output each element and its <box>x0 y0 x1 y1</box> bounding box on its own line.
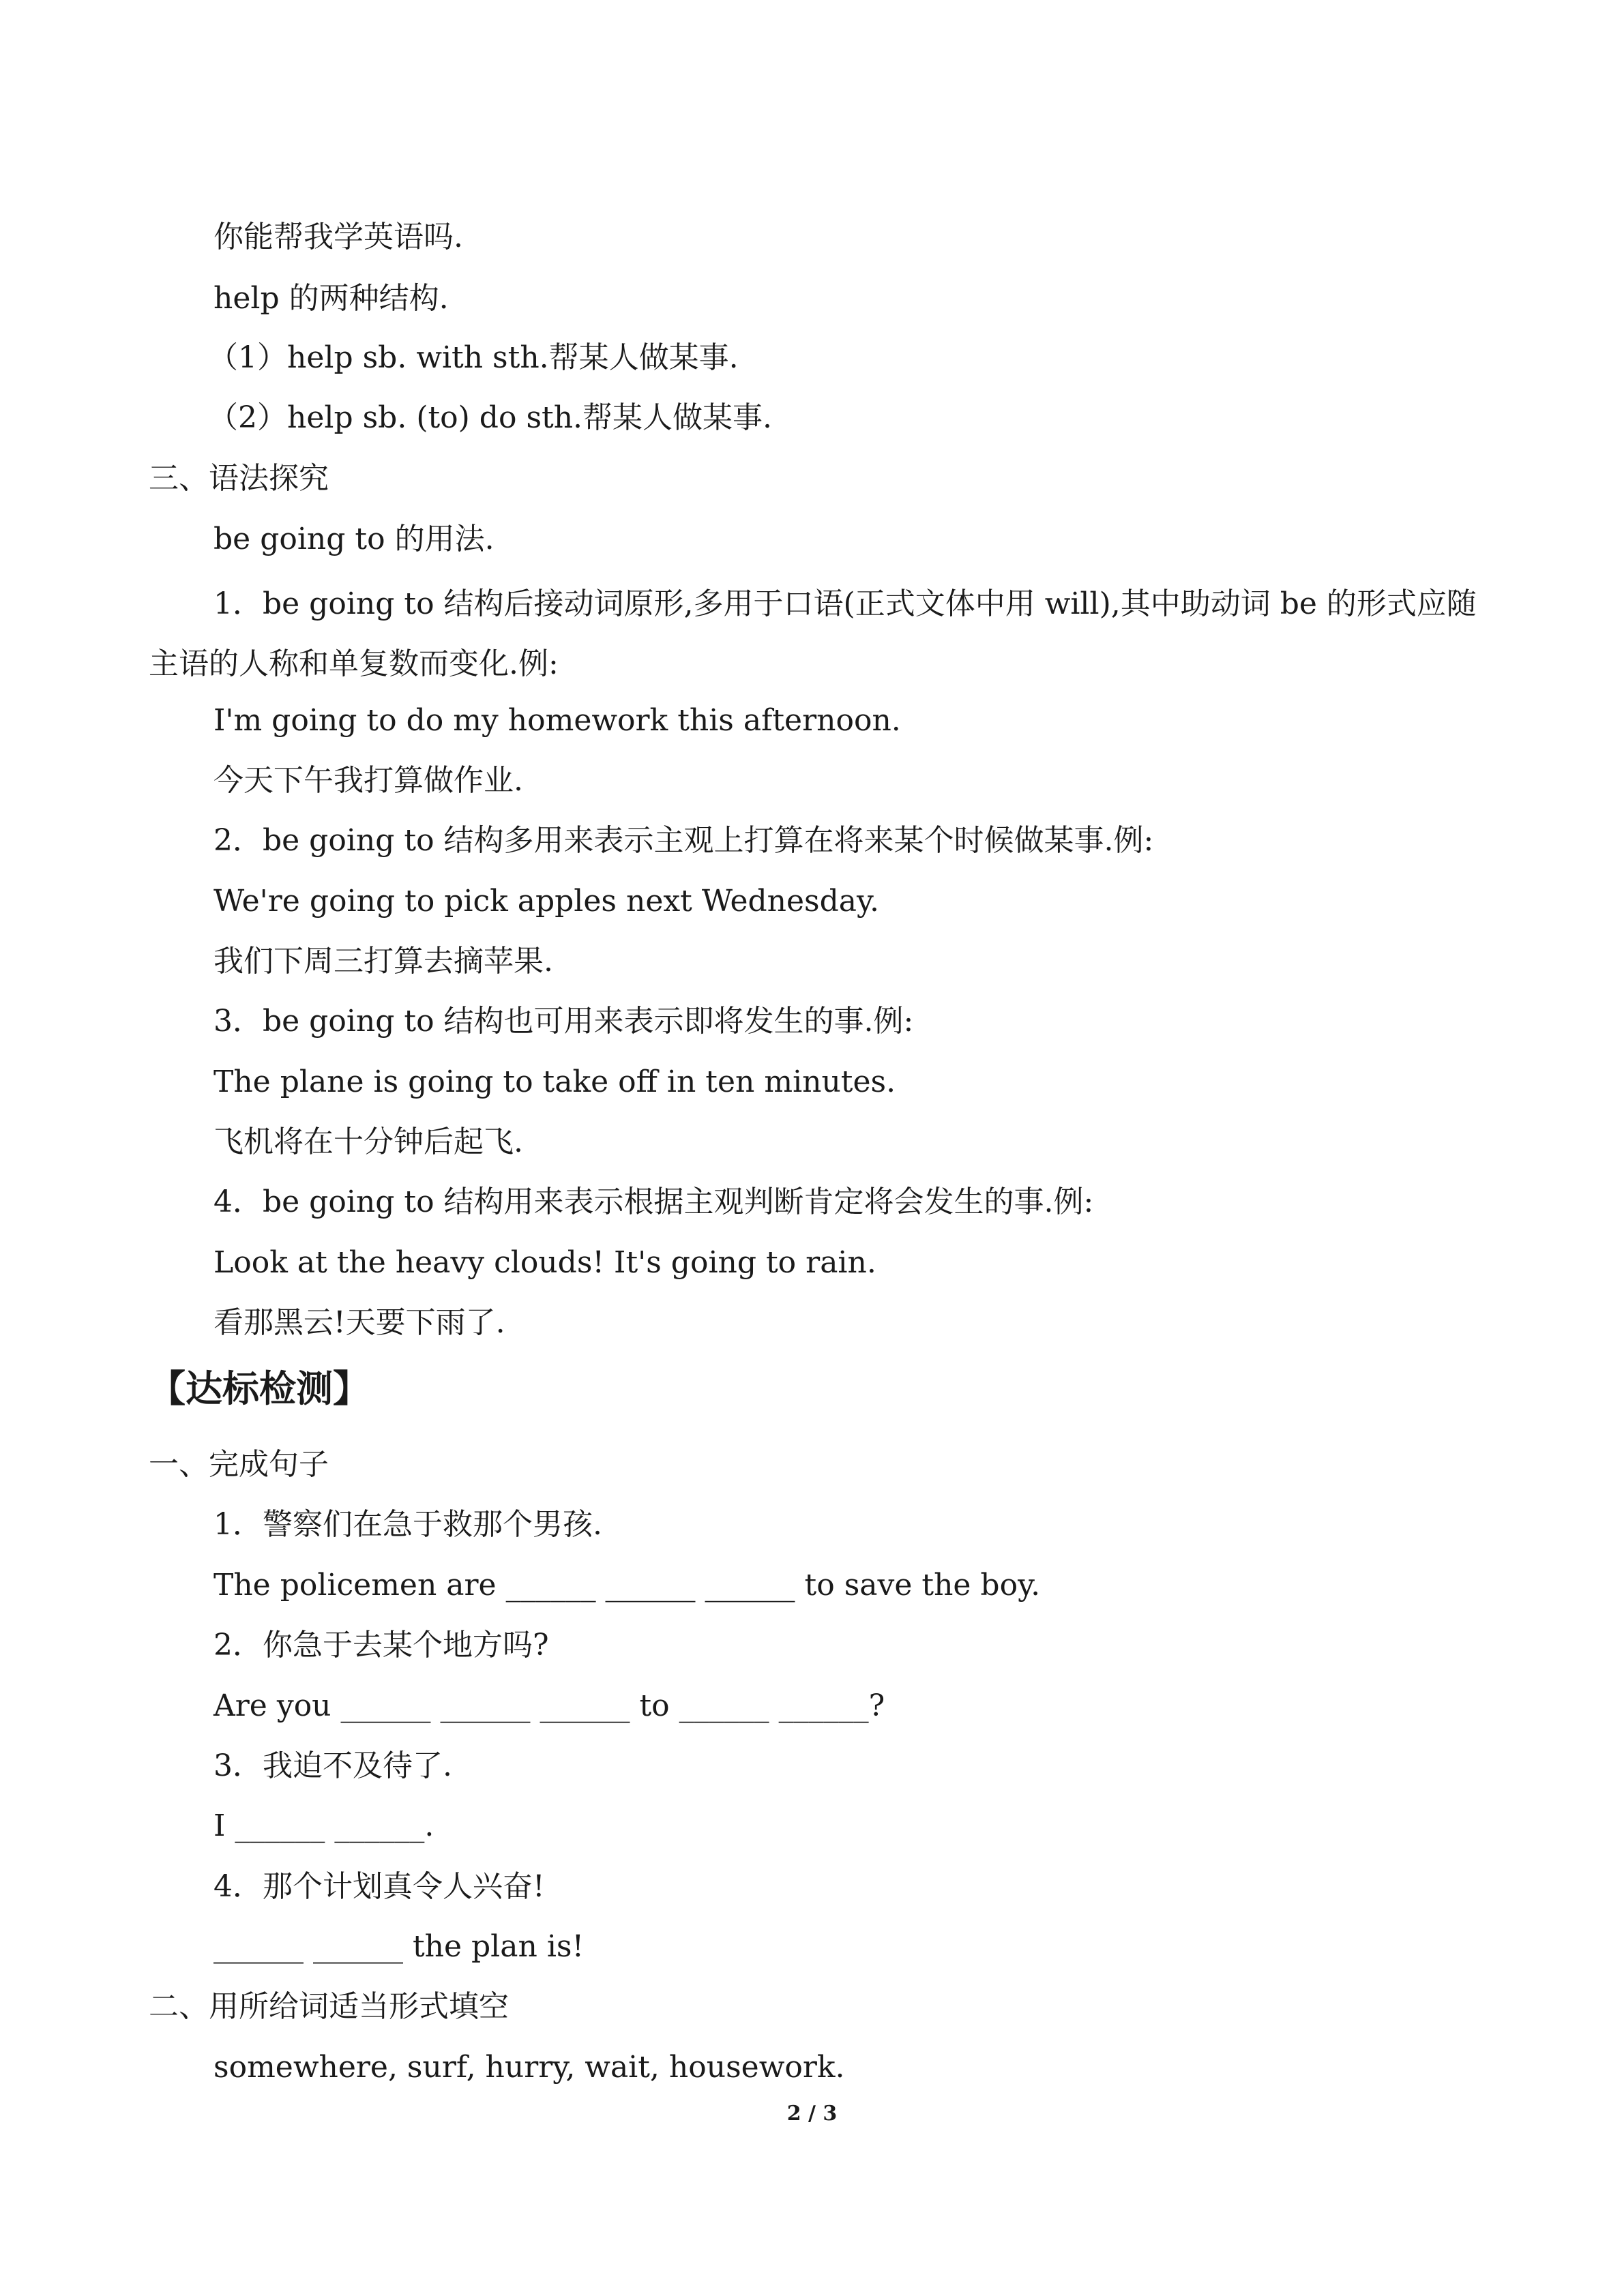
text-line: be going to 的用法. <box>213 522 494 556</box>
example-sentence: Look at the heavy clouds! It's going to rain. <box>213 1245 876 1280</box>
example-sentence: We're going to pick apples next Wednesday. <box>213 884 880 919</box>
section-title: 【达标检测】 <box>149 1367 370 1410</box>
exercise-item: 3．我迫不及待了. <box>213 1748 452 1783</box>
word-bank: somewhere, surf, hurry, wait, housework. <box>213 2050 845 2085</box>
translation: 飞机将在十分钟后起飞. <box>213 1124 523 1159</box>
example-sentence: I'm going to do my homework this afternoon. <box>213 703 901 738</box>
translation: 看那黑云!天要下雨了. <box>213 1305 505 1340</box>
text-line: 你能帮我学英语吗. <box>213 220 463 254</box>
paragraph: 1．be going to 结构后接动词原形,多用于口语(正式文体中用 will),其中助动词 be 的形式应随主语的人称和单复数而变化.例: <box>149 586 1477 681</box>
exercise-item: 2．你急于去某个地方吗? <box>213 1628 549 1663</box>
exercise-blank-line: The policemen are ______ ______ ______ to save the boy. <box>213 1568 1041 1602</box>
exercise-heading: 一、完成句子 <box>149 1447 329 1482</box>
text-line: 3．be going to 结构也可用来表示即将发生的事.例: <box>213 1004 914 1039</box>
example-sentence: The plane is going to take off in ten minutes. <box>213 1064 896 1099</box>
page-number: 2 / 3 <box>786 2102 838 2126</box>
text-line: 4．be going to 结构用来表示根据主观判断肯定将会发生的事.例: <box>213 1184 1094 1219</box>
exercise-heading: 二、用所给词适当形式填空 <box>149 1989 509 2024</box>
text-line: （2）help sb. (to) do sth.帮某人做某事. <box>208 400 773 435</box>
exercise-item: 1．警察们在急于救那个男孩. <box>213 1507 602 1542</box>
exercise-blank-line: Are you ______ ______ ______ to ______ ______? <box>213 1688 885 1723</box>
text-line: （1）help sb. with sth.帮某人做某事. <box>208 340 739 375</box>
exercise-item: 4．那个计划真令人兴奋! <box>213 1869 545 1904</box>
text-line: 2．be going to 结构多用来表示主观上打算在将来某个时候做某事.例: <box>213 823 1154 858</box>
exercise-blank-line: I ______ ______. <box>213 1808 434 1843</box>
exercise-blank-line: ______ ______ the plan is! <box>213 1929 585 1964</box>
section-heading: 三、语法探究 <box>149 461 329 496</box>
translation: 今天下午我打算做作业. <box>213 763 523 798</box>
translation: 我们下周三打算去摘苹果. <box>213 944 553 979</box>
text-line: help 的两种结构. <box>213 281 449 316</box>
